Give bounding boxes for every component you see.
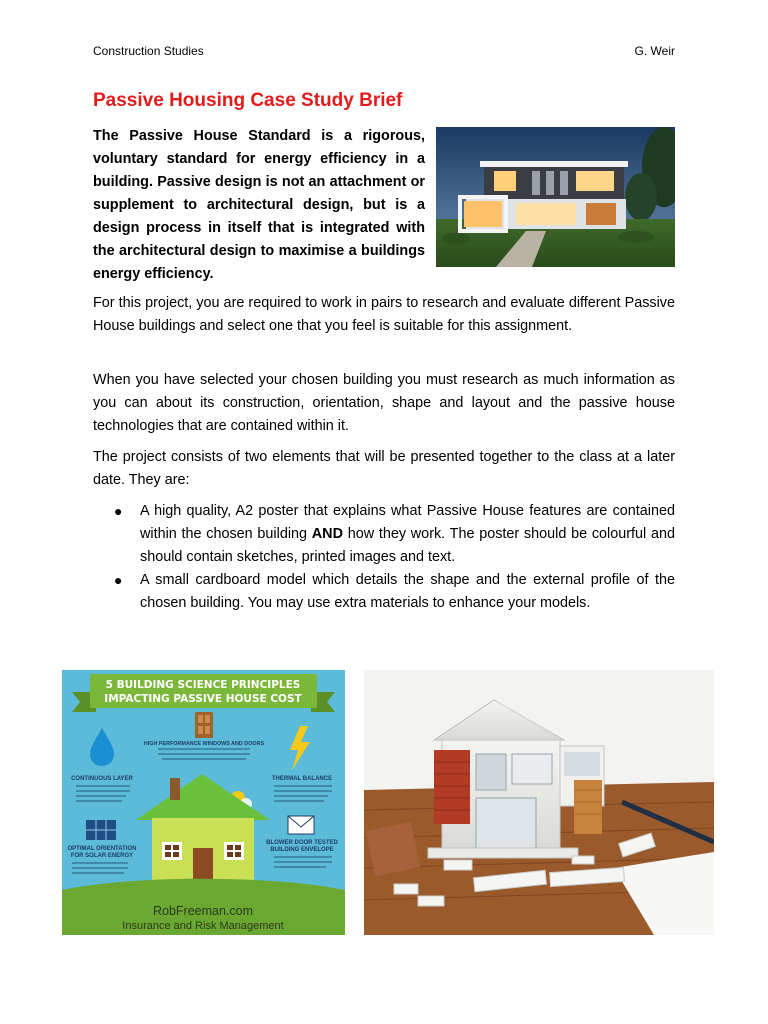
bullet-icon: ● bbox=[114, 572, 123, 588]
continuous-layer-label: CONTINUOUS LAYER bbox=[71, 776, 133, 782]
intro-paragraph: The Passive House Standard is a rigorous, voluntary standard for energy efficiency in a building. Passive design is not an attachment or supplement to architectural design, but is a design process in itself that is integrated with the architectural design to maximise a buildings energy efficiency. bbox=[93, 128, 425, 282]
list-item bbox=[93, 569, 675, 615]
blower-door-label-line1: BLOWER DOOR TESTED bbox=[266, 840, 338, 846]
list-item-text: A small cardboard model which details the shape and the external profile of the chosen building. You may use extra materials to enhance your models. bbox=[140, 572, 675, 611]
list-item-text: how they work. The poster should be colourful and should contain sketches, printed images and text. bbox=[140, 526, 675, 565]
infographic-footer-line2: Insurance and Risk Management bbox=[122, 920, 284, 932]
orientation-label-line1: OPTIMAL ORIENTATION bbox=[67, 846, 137, 852]
header-course: Construction Studies bbox=[93, 44, 204, 58]
list-item-emphasis: AND bbox=[311, 526, 343, 542]
header-author: G. Weir bbox=[634, 44, 675, 58]
chimney-icon bbox=[170, 778, 180, 800]
blower-door-label-line2: BUILDING ENVELOPE bbox=[270, 847, 334, 853]
page-title: Passive Housing Case Study Brief bbox=[93, 90, 403, 111]
list-item-text: A high quality, A2 poster that explains what Passive House features are contained within the chosen building bbox=[140, 503, 675, 542]
door-icon bbox=[195, 712, 213, 738]
infographic-banner-line2: IMPACTING PASSIVE HOUSE COST bbox=[104, 693, 302, 705]
infographic-banner-line1: 5 BUILDING SCIENCE PRINCIPLES bbox=[105, 679, 301, 691]
paragraph-3: The project consists of two elements that will be presented together to the class at a later date. They are: bbox=[93, 449, 675, 488]
infographic-footer-line1: RobFreeman.com bbox=[152, 904, 254, 918]
bullet-icon: ● bbox=[114, 503, 123, 519]
orientation-label-line2: FOR SOLAR ENERGY bbox=[70, 853, 134, 859]
cardboard-model-photo bbox=[364, 670, 714, 935]
paragraph-1: For this project, you are required to work in pairs to research and evaluate different Passive House buildings and select one that you feel is suitable for this assignment. bbox=[93, 295, 675, 334]
passive-house-infographic bbox=[62, 670, 345, 935]
requirements-list bbox=[93, 500, 675, 615]
house-door bbox=[193, 848, 213, 884]
red-panel bbox=[434, 750, 470, 824]
paragraph-2: When you have selected your chosen building you must research as much information as you can about its construction, orientation, shape and layout and the passive house technologies that are contained within it. bbox=[93, 372, 675, 434]
hero-house-photo bbox=[436, 127, 675, 267]
windows-label: HIGH PERFORMANCE WINDOWS AND DOORS bbox=[143, 741, 265, 747]
list-item bbox=[93, 500, 675, 569]
thermal-balance-label: THERMAL BALANCE bbox=[271, 776, 333, 782]
wood-panel bbox=[574, 780, 602, 834]
